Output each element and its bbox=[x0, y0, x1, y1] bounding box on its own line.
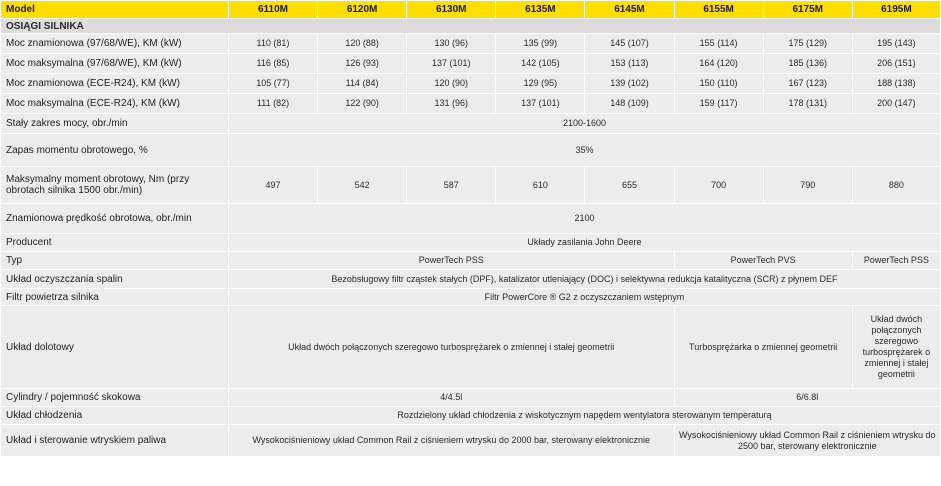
table-cell: PowerTech PVS bbox=[675, 252, 852, 269]
table-cell: Rozdzielony układ chłodzenia z wiskotycznym napędem wentylatora sterowanym temperaturą bbox=[229, 407, 940, 424]
model-column-header: 6130M bbox=[407, 1, 495, 18]
table-cell: 542 bbox=[318, 167, 406, 203]
table-cell: PowerTech PSS bbox=[853, 252, 940, 269]
table-cell: 122 (90) bbox=[318, 94, 406, 113]
table-cell: 120 (90) bbox=[407, 74, 495, 93]
row-label: Układ oczyszczania spalin bbox=[1, 270, 228, 288]
table-cell: 200 (147) bbox=[853, 94, 940, 113]
row-label: Moc znamionowa (ECE-R24), KM (kW) bbox=[1, 74, 228, 93]
table-cell: 111 (82) bbox=[229, 94, 317, 113]
table-cell: 610 bbox=[496, 167, 584, 203]
table-row bbox=[1, 389, 940, 406]
table-cell: 159 (117) bbox=[675, 94, 763, 113]
table-cell: 587 bbox=[407, 167, 495, 203]
table-row bbox=[1, 54, 940, 73]
row-label: Producent bbox=[1, 234, 228, 251]
row-label: Zapas momentu obrotowego, % bbox=[1, 134, 228, 166]
row-label: Układ chłodzenia bbox=[1, 407, 228, 424]
table-cell: 700 bbox=[675, 167, 763, 203]
table-row bbox=[1, 234, 940, 251]
table-cell: 126 (93) bbox=[318, 54, 406, 73]
table-row bbox=[1, 204, 940, 233]
table-cell: 2100 bbox=[229, 204, 940, 233]
table-cell: 188 (138) bbox=[853, 74, 940, 93]
table-cell: 6/6.8l bbox=[675, 389, 940, 406]
model-column-header: 6175M bbox=[764, 1, 852, 18]
table-row bbox=[1, 74, 940, 93]
table-row bbox=[1, 270, 940, 288]
table-cell: 148 (109) bbox=[585, 94, 673, 113]
table-cell: 114 (84) bbox=[318, 74, 406, 93]
table-cell: Układ dwóch połączonych szeregowo turbosprężarek o zmiennej i stałej geometrii bbox=[229, 306, 674, 388]
table-cell: 116 (85) bbox=[229, 54, 317, 73]
table-cell: 137 (101) bbox=[496, 94, 584, 113]
model-column-header: 6120M bbox=[318, 1, 406, 18]
table-cell: 164 (120) bbox=[675, 54, 763, 73]
table-cell: 129 (95) bbox=[496, 74, 584, 93]
table-cell: Wysokociśnieniowy układ Common Rail z ciśnieniem wtrysku do 2000 bar, sterowany elektronicznie bbox=[229, 425, 674, 456]
table-row bbox=[1, 425, 940, 456]
table-cell: 790 bbox=[764, 167, 852, 203]
table-cell: Układ dwóch połączonych szeregowo turbosprężarek o zmiennej i stałej geometrii bbox=[853, 306, 940, 388]
section-row bbox=[1, 19, 940, 33]
table-cell: 195 (143) bbox=[853, 34, 940, 53]
row-label: Moc maksymalna (97/68/WE), KM (kW) bbox=[1, 54, 228, 73]
table-cell: 35% bbox=[229, 134, 940, 166]
table-cell: 105 (77) bbox=[229, 74, 317, 93]
table-row bbox=[1, 289, 940, 305]
model-column-header: 6110M bbox=[229, 1, 317, 18]
row-label: Maksymalny moment obrotowy, Nm (przy obrotach silnika 1500 obr./min) bbox=[1, 167, 228, 203]
table-cell: 175 (129) bbox=[764, 34, 852, 53]
table-row bbox=[1, 134, 940, 166]
table-row bbox=[1, 306, 940, 388]
table-cell: PowerTech PSS bbox=[229, 252, 674, 269]
table-cell: 4/4.5l bbox=[229, 389, 674, 406]
row-label: Cylindry / pojemność skokowa bbox=[1, 389, 228, 406]
row-label: Moc znamionowa (97/68/WE), KM (kW) bbox=[1, 34, 228, 53]
section-title: OSIĄGI SILNIKA bbox=[1, 19, 940, 33]
table-row bbox=[1, 167, 940, 203]
row-label: Filtr powietrza silnika bbox=[1, 289, 228, 305]
table-cell: 110 (81) bbox=[229, 34, 317, 53]
header-row bbox=[1, 1, 940, 18]
model-column-header: 6145M bbox=[585, 1, 673, 18]
table-cell: 497 bbox=[229, 167, 317, 203]
table-cell: 880 bbox=[853, 167, 940, 203]
model-column-header: 6135M bbox=[496, 1, 584, 18]
table-cell: Wysokociśnieniowy układ Common Rail z ciśnieniem wtrysku do 2500 bar, sterowany elektronicznie bbox=[675, 425, 940, 456]
table-row bbox=[1, 34, 940, 53]
table-cell: 139 (102) bbox=[585, 74, 673, 93]
table-cell: 137 (101) bbox=[407, 54, 495, 73]
row-label: Znamionowa prędkość obrotowa, obr./min bbox=[1, 204, 228, 233]
table-cell: 655 bbox=[585, 167, 673, 203]
table-cell: 130 (96) bbox=[407, 34, 495, 53]
table-cell: Turbosprężarka o zmiennej geometrii bbox=[675, 306, 852, 388]
row-label: Stały zakres mocy, obr./min bbox=[1, 114, 228, 133]
table-cell: Bezobsługowy filtr cząstek stałych (DPF), katalizator utleniający (DOC) i selektywna redukcja katalityczna (SCR) z płynem DEF bbox=[229, 270, 940, 288]
table-row bbox=[1, 94, 940, 113]
table-cell: 178 (131) bbox=[764, 94, 852, 113]
table-cell: Filtr PowerCore ® G2 z oczyszczaniem wstępnym bbox=[229, 289, 940, 305]
table-row bbox=[1, 407, 940, 424]
table-cell: 153 (113) bbox=[585, 54, 673, 73]
table-row bbox=[1, 114, 940, 133]
table-cell: 206 (151) bbox=[853, 54, 940, 73]
row-label: Układ i sterowanie wtryskiem paliwa bbox=[1, 425, 228, 456]
table-cell: 145 (107) bbox=[585, 34, 673, 53]
table-cell: 120 (88) bbox=[318, 34, 406, 53]
table-cell: 185 (136) bbox=[764, 54, 852, 73]
row-label: Moc maksymalna (ECE-R24), KM (kW) bbox=[1, 94, 228, 113]
model-header-label: Model bbox=[1, 1, 228, 18]
table-cell: 150 (110) bbox=[675, 74, 763, 93]
table-cell: 2100-1600 bbox=[229, 114, 940, 133]
table-cell: 167 (123) bbox=[764, 74, 852, 93]
table-cell: 131 (96) bbox=[407, 94, 495, 113]
row-label: Typ bbox=[1, 252, 228, 269]
table-row bbox=[1, 252, 940, 269]
table-cell: 155 (114) bbox=[675, 34, 763, 53]
model-column-header: 6195M bbox=[853, 1, 940, 18]
table-cell: 135 (99) bbox=[496, 34, 584, 53]
table-cell: 142 (105) bbox=[496, 54, 584, 73]
model-column-header: 6155M bbox=[675, 1, 763, 18]
row-label: Układ dolotowy bbox=[1, 306, 228, 388]
table-cell: Układy zasilania John Deere bbox=[229, 234, 940, 251]
